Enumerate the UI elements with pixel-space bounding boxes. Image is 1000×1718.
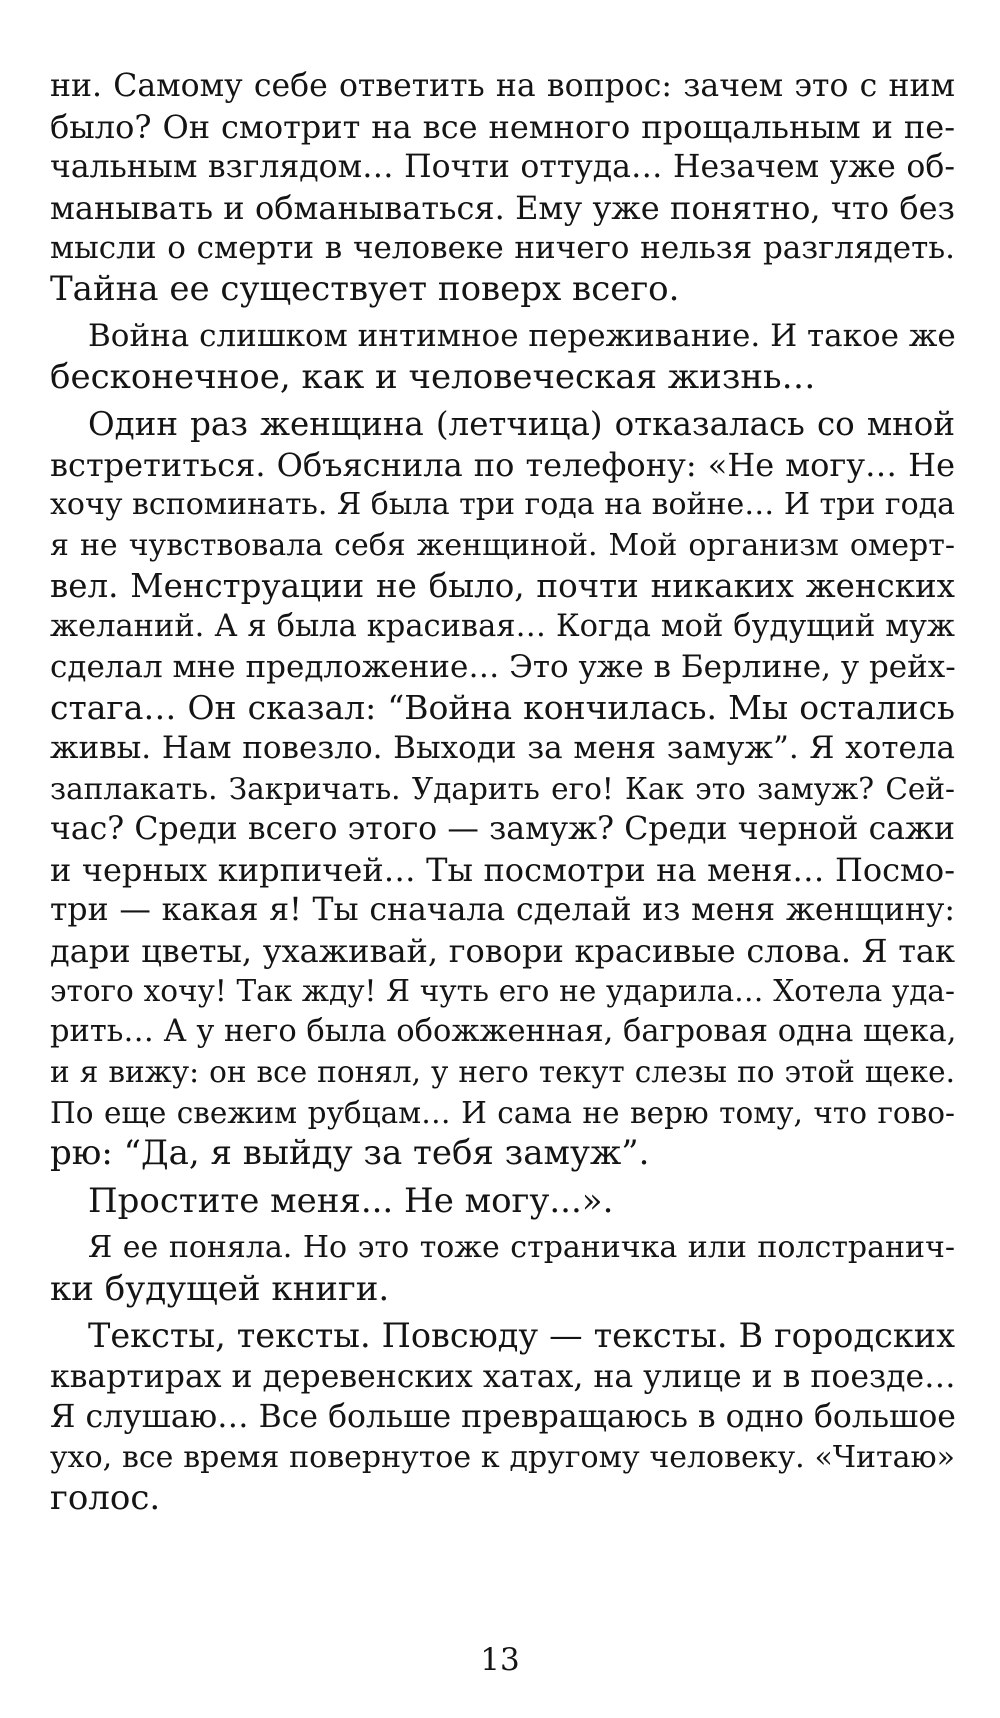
text-line: заплакать. Закричать. Ударить его! Как это замуж? Сей- bbox=[50, 771, 955, 806]
text-line: Один раз женщина (летчица) отказалась со мной bbox=[88, 405, 955, 443]
page-number: 13 bbox=[480, 1642, 520, 1678]
text-line: голос. bbox=[50, 1478, 161, 1518]
text-line: и я вижу: он все понял, у него текут слезы по этой щеке. bbox=[50, 1055, 955, 1089]
text-line: манывать и обманываться. Ему уже понятно, что без bbox=[50, 188, 955, 227]
text-line: сделал мне предложение… Это уже в Берлине, у рейх- bbox=[50, 649, 956, 685]
text-line: По еще свежим рубцам… И сама не верю тому, что гово- bbox=[50, 1095, 955, 1130]
text-line: Война слишком интимное переживание. И такое же bbox=[88, 318, 956, 354]
text-line: чальным взглядом… Почти оттуда… Незачем уже об- bbox=[50, 149, 955, 185]
text-line: мысли о смерти в человеке ничего нельзя разглядеть. bbox=[50, 230, 955, 266]
text-line: рить… А у него была обожженная, багровая одна щека, bbox=[50, 1013, 957, 1049]
text-line: Тайна ее существует поверх всего. bbox=[50, 268, 680, 309]
text-line: Я ее поняла. Но это тоже страничка или полстранич- bbox=[88, 1230, 955, 1265]
text-line: и черных кирпичей… Ты посмотри на меня… Посмо- bbox=[50, 850, 955, 889]
text-line: я не чувствовала себя женщиной. Мой организм омерт- bbox=[50, 527, 955, 563]
text-line: Я слушаю… Все больше превращаюсь в одно большое bbox=[50, 1399, 956, 1435]
text-line: бесконечное, как и человеческая жизнь… bbox=[50, 356, 816, 397]
text-line: три — какая я! Ты сначала сделай из меня женщину: bbox=[50, 892, 955, 928]
text-line: Простите меня... Не могу...». bbox=[88, 1180, 614, 1221]
text-line: час? Среди всего этого — замуж? Среди черной сажи bbox=[50, 811, 955, 847]
page-body bbox=[50, 66, 955, 1519]
text-line: дари цветы, ухаживай, говори красивые слова. Я так bbox=[50, 931, 955, 970]
text-line: ухо, все время повернутое к другому человеку. «Читаю» bbox=[50, 1439, 955, 1475]
text-line: стага… Он сказал: “Война кончилась. Мы остались bbox=[50, 687, 955, 727]
text-line: хочу вспоминать. Я была три года на войне… И три года bbox=[50, 487, 955, 522]
text-line: встретиться. Объяснила по телефону: «Не могу… Не bbox=[50, 445, 955, 484]
text-line: было? Он смотрит на все немного прощальным и пе- bbox=[50, 107, 955, 146]
text-line: этого хочу! Так жду! Я чуть его не ударила… Хотела уда- bbox=[50, 974, 955, 1008]
text-line: ни. Самому себе ответить на вопрос: зачем это с ним bbox=[50, 68, 955, 104]
text-line: квартирах и деревенских хатах, на улице и в поезде… bbox=[50, 1358, 956, 1395]
text-line: вел. Менструации не было, почти никаких женских bbox=[50, 567, 955, 605]
text-line: Тексты, тексты. Повсюду — тексты. В городских bbox=[88, 1316, 955, 1355]
text-line: рю: “Да, я выйду за тебя замуж”. bbox=[50, 1133, 650, 1173]
text-line: ки будущей книги. bbox=[50, 1268, 390, 1309]
text-line: живы. Нам повезло. Выходи за меня замуж”. Я хотела bbox=[50, 730, 955, 766]
text-line: желаний. А я была красивая… Когда мой будущий муж bbox=[50, 608, 955, 644]
